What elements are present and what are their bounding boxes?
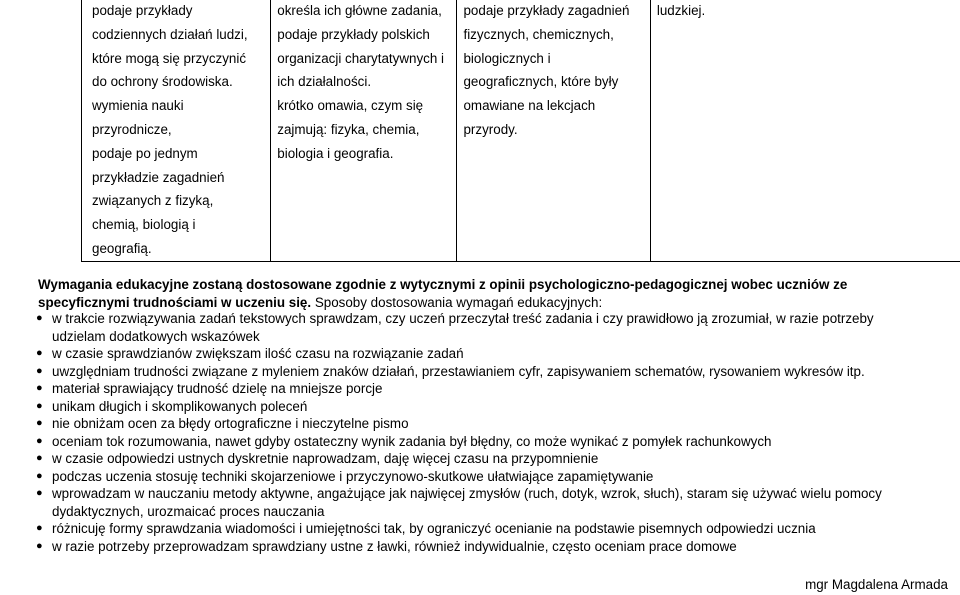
list-item — [0, 485, 912, 520]
cell-line: omawiane na lekcjach — [463, 98, 596, 114]
list-item-text: wprowadzam w nauczaniu metody aktywne, angażujące jak najwięcej zmysłów (ruch, dotyk, wzrok, słuch), staram się używać wielu pomocy dydaktycznych, urozmaicać proces nauczania — [52, 486, 882, 519]
cell-line: fizycznych, chemicznych, — [463, 26, 614, 42]
list-item-text: w czasie odpowiedzi ustnych dyskretnie naprowadzam, daję więcej czasu na przypomnienie — [52, 451, 599, 466]
cell-line: organizacji charytatywnych i — [277, 50, 444, 66]
author-signature: mgr Magdalena Armada — [805, 577, 948, 592]
table-cell-col1 — [82, 0, 271, 261]
intro-normal-text: Sposoby dostosowania wymagań edukacyjnych: — [314, 294, 603, 310]
cell-line: ludzkiej. — [656, 3, 706, 18]
list-item — [0, 450, 912, 468]
list-item — [0, 380, 912, 398]
table-cell-col2 — [271, 0, 457, 261]
cell-line: biologicznych i — [463, 50, 551, 66]
list-item — [0, 433, 912, 451]
cell-line: określa ich główne zadania, — [277, 3, 442, 18]
cell-line: krótko omawia, czym się — [277, 98, 424, 114]
list-item-text: podczas uczenia stosuję techniki skojarzeniowe i przyczynowo-skutkowe ułatwiające zapamiętywanie — [52, 468, 654, 484]
requirements-table — [81, 0, 960, 262]
list-item — [0, 520, 912, 538]
list-item-text: unikam długich i skomplikowanych poleceń — [52, 398, 308, 414]
cell-line: podaje przykłady zagadnień — [463, 3, 630, 18]
adaptation-list — [0, 310, 960, 555]
list-item — [0, 398, 912, 416]
list-item-text: w czasie sprawdzianów zwiększam ilość czasu na rozwiązanie zadań — [52, 346, 464, 361]
cell-line: chemią, biologią i — [92, 217, 196, 233]
list-item — [0, 415, 912, 433]
intro-bold-text: Wymagania edukacyjne zostaną dostosowane zgodnie z wytycznymi z opinii psychologiczno-pedagogicznej wobec uczniów ze specyficznymi trudnościami w uczeniu się. — [38, 277, 848, 310]
list-item-text: w trakcie rozwiązywania zadań tekstowych sprawdzam, czy uczeń przeczytał treść zadania i czy prawidłowo ją zrozumiał, w razie potrzeby udzielam dodatkowych wskazówek — [52, 311, 874, 344]
bullet-icon: ● — [36, 539, 43, 552]
cell-line: zajmują: fizyka, chemia, — [277, 121, 420, 137]
cell-line: geograficznych, które były — [463, 74, 619, 90]
bullet-icon: ● — [36, 364, 43, 377]
bullet-icon: ● — [36, 382, 43, 394]
cell-line: przyrodnicze, — [92, 121, 172, 137]
bullet-icon: ● — [36, 469, 43, 482]
bullet-icon: ● — [36, 399, 43, 412]
list-item — [0, 538, 912, 556]
bullet-icon: ● — [36, 487, 43, 499]
cell-line: geografią. — [92, 240, 152, 256]
adaptation-intro — [38, 276, 938, 311]
cell-line: biologia i geografia. — [277, 145, 394, 161]
list-item — [0, 345, 912, 363]
cell-line: podaje przykłady — [92, 3, 193, 18]
bullet-icon: ● — [36, 434, 43, 447]
cell-line: przykładzie zagadnień — [92, 169, 225, 185]
list-item-text: w razie potrzeby przeprowadzam sprawdziany ustne z ławki, również indywidualnie, często oceniam prace domowe — [52, 538, 737, 554]
list-item — [0, 310, 912, 345]
bullet-icon: ● — [36, 522, 43, 534]
list-item-text: materiał sprawiający trudność dzielę na mniejsze porcje — [52, 381, 383, 396]
bullet-icon: ● — [36, 312, 43, 324]
list-item — [0, 468, 912, 486]
list-item — [0, 363, 912, 381]
cell-line: codziennych działań ludzi, — [92, 26, 248, 42]
cell-line: związanych z fizyką, — [92, 193, 214, 209]
list-item-text: oceniam tok rozumowania, nawet gdyby ostateczny wynik zadania był błędny, co może wynikać z pomyłek rachunkowych — [52, 433, 772, 449]
bullet-icon: ● — [36, 452, 43, 464]
cell-line: przyrody. — [463, 121, 518, 137]
table-cell-col3 — [457, 0, 650, 261]
bullet-icon: ● — [36, 417, 43, 429]
cell-line: które mogą się przyczynić — [92, 50, 247, 66]
bullet-icon: ● — [36, 347, 43, 359]
list-item-text: nie obniżam ocen za błędy ortograficzne i nieczytelne pismo — [52, 416, 409, 431]
list-item-text: różnicuję formy sprawdzania wiadomości i umiejętności tak, by ograniczyć ocenianie na podstawie pisemnych odpowiedzi ucznia — [52, 521, 816, 536]
cell-line: wymienia nauki — [92, 98, 184, 114]
cell-line: podaje przykłady polskich — [277, 26, 430, 42]
table-cell-col4 — [650, 0, 960, 261]
list-item-text: uwzględniam trudności związane z myleniem znaków działań, przestawianiem cyfr, zapisywaniem schematów, rysowaniem wykresów itp. — [52, 363, 865, 379]
cell-line: podaje po jednym — [92, 145, 198, 161]
cell-line: ich działalności. — [277, 74, 372, 90]
table-row — [82, 0, 960, 261]
cell-line: do ochrony środowiska. — [92, 74, 233, 90]
